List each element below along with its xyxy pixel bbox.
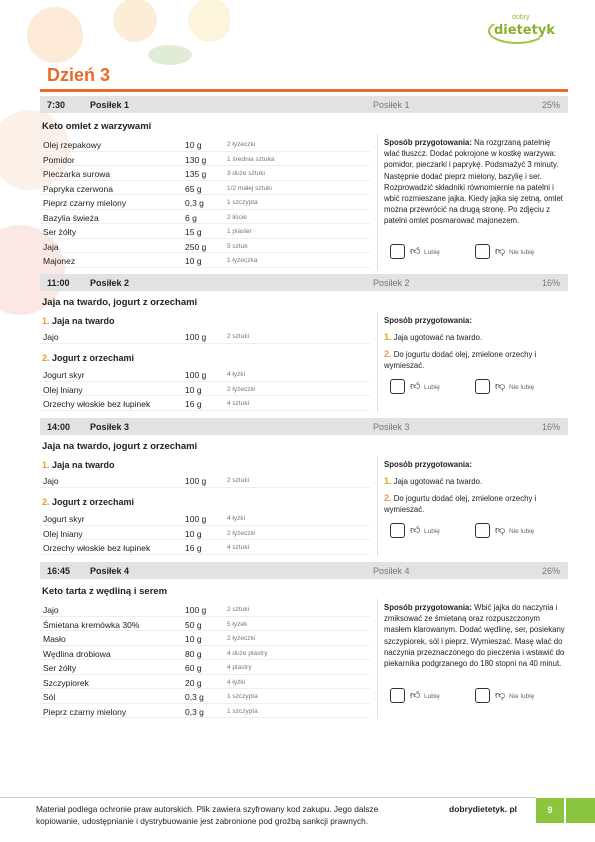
ingredient-row: [40, 602, 370, 617]
ingredient-quantity: 80 g: [185, 648, 202, 659]
ingredient-measure: 1 szczypta: [227, 693, 258, 700]
ingredient-measure: 4 łyżki: [227, 371, 246, 378]
site-url[interactable]: dobrydietetyk. pl: [449, 804, 518, 814]
ingredient-measure: 4 łyżki: [227, 678, 246, 686]
meal-header-4: [40, 562, 568, 579]
like-checkbox: [390, 688, 405, 703]
ingredient-quantity: 6 g: [185, 212, 197, 223]
ingredient-name: Orzechy włoskie bez łupinek: [43, 543, 151, 553]
preparation-step: 2. Do jogurtu dodać olej, zmielone orzechy i wymieszać.: [384, 349, 537, 370]
ingredient-row: [40, 704, 370, 719]
ingredient-measure: 5 sztuk: [227, 242, 248, 250]
ingredient-row: [40, 511, 370, 526]
ingredient-measure: 2 łyżeczki: [227, 635, 256, 642]
recipe-title: Jaja na twardo, jogurt z orzechami: [42, 297, 198, 308]
ingredient-name: Ser żółty: [43, 227, 77, 237]
ingredient-name: Śmietana kremówka 30%: [43, 619, 140, 630]
ingredient-row: [40, 689, 370, 704]
subrecipe-title: 2. Jogurt z orzechami: [42, 497, 135, 507]
meal-percent: 26%: [541, 566, 560, 576]
ingredient-name: Jogurt skyr: [43, 514, 85, 524]
ingredient-measure: 4 duże plastry: [227, 649, 268, 657]
ingredient-row: [40, 181, 370, 196]
like-checkbox: [390, 244, 405, 259]
like-control[interactable]: 👍︎ Lubię: [390, 244, 470, 260]
ingredient-measure: 1 szczypta: [227, 199, 258, 206]
ingredient-row: [40, 631, 370, 646]
ingredient-row: [40, 617, 370, 632]
ingredient-name: Jaja: [43, 241, 59, 252]
dislike-checkbox: [475, 379, 490, 394]
footer-accent-strip: [566, 798, 595, 823]
ingredient-name: Wędlina drobiowa: [43, 648, 111, 659]
ingredient-name: Pieprz czarny mielony: [43, 198, 127, 208]
ingredient-name: Bazylia świeża: [43, 212, 99, 223]
ingredient-name: Papryka czerwona: [43, 183, 113, 194]
ingredient-measure: 2 łyżeczki: [227, 141, 256, 148]
ingredient-name: Masło: [43, 634, 66, 644]
ingredient-measure: 4 plastry: [227, 664, 252, 671]
meal-name: Posiłek 4: [90, 566, 130, 576]
ingredient-name: Jajo: [43, 332, 59, 342]
ingredient-row: [40, 166, 370, 181]
ingredient-measure: 1 łyżeczka: [227, 257, 258, 264]
ingredient-measure: 2 łyżeczki: [227, 529, 256, 537]
dislike-control[interactable]: 👎︎ Nie lubię: [475, 688, 565, 704]
ingredient-quantity: 10 g: [185, 140, 202, 150]
column-divider: [377, 312, 378, 412]
ingredient-quantity: 15 g: [185, 227, 202, 237]
ingredient-name: Jogurt skyr: [43, 370, 85, 380]
page-number: 9: [536, 798, 564, 823]
footer-divider: [0, 797, 536, 798]
ingredient-measure: 2 łyżeczki: [227, 385, 256, 393]
meal-name: Posiłek 2: [90, 278, 130, 288]
ingredient-quantity: 10 g: [185, 528, 202, 539]
dislike-control[interactable]: 👎︎ Nie lubię: [475, 523, 565, 539]
ingredient-row: [40, 195, 370, 210]
preparation-text: Sposób przygotowania: Wbić jajka do naczynia i zmiksować ze śmietaną oraz rozpuszczonym masłem klarowanym. Dodać wędlinę, ser, posiekany szczypiorek, sól i pieprz. Wymieszać. Masę wlać do naczynia przeznaczonego do pieczenia i wstawić do piekarnika podgrzanego do 180 stopni na 40 minut.: [384, 603, 565, 669]
ingredient-quantity: 250 g: [185, 241, 207, 252]
ingredient-measure: 4 łyżki: [227, 515, 246, 522]
ingredient-measure: 1 średnia sztuka: [227, 155, 275, 163]
meal-time: 11:00: [47, 278, 70, 288]
thumbs-up-icon: 👍︎: [410, 381, 421, 392]
recipe-title: Keto tarta z wędliną i serem: [42, 586, 168, 597]
like-control[interactable]: 👍︎ Lubię: [390, 688, 470, 704]
ingredient-quantity: 60 g: [185, 663, 202, 673]
meal-ref: Posiłek 4: [373, 566, 410, 576]
meal-percent: 16%: [541, 422, 560, 432]
subrecipe-title: 2. Jogurt z orzechami: [42, 353, 135, 363]
ingredient-quantity: 65 g: [185, 183, 202, 194]
dislike-control[interactable]: 👎︎ Nie lubię: [475, 244, 565, 260]
ingredient-row: [40, 152, 370, 167]
column-divider: [377, 134, 378, 270]
subrecipe-title: 1. Jaja na twardo: [42, 316, 115, 326]
ingredient-quantity: 0,3 g: [185, 692, 204, 702]
day-title: Dzień 3: [47, 65, 111, 85]
meal-header-3: [40, 418, 568, 435]
ingredient-name: Szczypiorek: [43, 677, 89, 688]
thumbs-down-icon: 👎︎: [495, 690, 506, 701]
preparation-label: Sposób przygotowania:: [384, 316, 472, 325]
ingredient-measure: 2 sztuki: [227, 333, 250, 340]
ingredient-name: Olej rzepakowy: [43, 140, 102, 150]
meal-ref: Posiłek 3: [373, 422, 410, 432]
meal-time: 14:00: [47, 422, 71, 432]
brand-logo: [488, 14, 555, 48]
ingredient-row: [40, 367, 370, 382]
ingredient-row: [40, 239, 370, 254]
dislike-checkbox: [475, 688, 490, 703]
meal-header-2: [40, 274, 568, 291]
recipe-title: Jaja na twardo, jogurt z orzechami: [42, 441, 198, 452]
ingredient-quantity: 16 g: [185, 399, 202, 409]
thumbs-down-icon: 👎︎: [495, 381, 506, 392]
meal-name: Posiłek 3: [90, 422, 130, 432]
ingredient-quantity: 100 g: [185, 514, 207, 524]
ingredient-measure: 1 plaster: [227, 228, 252, 235]
ingredient-row: [40, 210, 370, 225]
ingredient-name: Olej lniany: [43, 528, 83, 539]
thumbs-up-icon: 👍︎: [410, 525, 421, 536]
ingredient-quantity: 100 g: [185, 332, 207, 342]
ingredient-row: [40, 329, 370, 344]
ingredient-row: [40, 137, 370, 152]
ingredient-name: Jajo: [43, 476, 59, 486]
ingredient-row: [40, 224, 370, 239]
meal-percent: 25%: [541, 100, 560, 110]
ingredient-name: Pieprz czarny mielony: [43, 706, 127, 717]
ingredient-row: [40, 473, 370, 488]
dislike-control[interactable]: 👎︎ Nie lubię: [475, 379, 565, 395]
meal-time: 7:30: [47, 100, 66, 110]
ingredient-quantity: 20 g: [185, 677, 202, 688]
ingredient-name: Ser żółty: [43, 663, 77, 673]
ingredient-quantity: 16 g: [185, 543, 202, 553]
meal-percent: 16%: [541, 278, 560, 288]
thumbs-up-icon: 👍︎: [410, 690, 421, 701]
ingredient-measure: 3 duże sztuki: [227, 170, 265, 177]
ingredient-quantity: 50 g: [185, 619, 202, 630]
preparation-step: 1. Jaja ugotować na twardo.: [384, 332, 483, 342]
subrecipe-title: 1. Jaja na twardo: [42, 460, 115, 470]
ingredient-measure: 2 sztuki: [227, 606, 250, 613]
ingredient-measure: 4 sztuki: [227, 544, 250, 551]
meal-time: 16:45: [47, 566, 71, 576]
ingredient-row: [40, 646, 370, 661]
ingredient-name: Pomidor: [43, 154, 75, 165]
ingredient-name: Sól: [43, 692, 56, 702]
ingredient-name: Pieczarka surowa: [43, 169, 111, 179]
dislike-checkbox: [475, 244, 490, 259]
ingredient-measure: 1 szczypta: [227, 707, 258, 715]
like-control[interactable]: 👍︎ Lubię: [390, 523, 470, 539]
preparation-text: Sposób przygotowania: Na rozgrzaną patelnię wlać tłuszcz. Dodać pokrojone w kostkę warzywa: pomidor, pieczarki i paprykę. Podsmażyć 3 minuty. Następnie dodać pieprz mielony, bazylię i ser. Rozprowadzić składniki równomiernie na patelni i wbić rozmieszane jajka. Kiedy jajka się zetną, omlet można przewrócić na drugą stronę. Po zdjęciu z patelni omlet posmarować majonezem.: [384, 138, 563, 226]
ingredient-quantity: 100 g: [185, 370, 207, 380]
day-title-underline: [40, 89, 568, 92]
ingredient-quantity: 0,3 g: [185, 706, 204, 717]
meal-ref: Posiłek 1: [373, 100, 410, 110]
column-divider: [377, 456, 378, 556]
like-checkbox: [390, 379, 405, 394]
ingredient-row: [40, 526, 370, 541]
ingredient-measure: 4 sztuki: [227, 400, 250, 407]
column-divider: [377, 599, 378, 719]
meal-ref: Posiłek 2: [373, 278, 410, 288]
thumbs-up-icon: 👍︎: [410, 246, 421, 257]
ingredient-row: [40, 253, 370, 268]
logo-name-text: dietetyk: [494, 23, 555, 38]
ingredient-name: Jajo: [43, 605, 59, 615]
meal-name: Posiłek 1: [90, 100, 130, 110]
ingredient-measure: 2 sztuki: [227, 477, 250, 484]
recipe-title: Keto omlet z warzywami: [42, 121, 152, 132]
ingredient-quantity: 100 g: [185, 605, 207, 615]
logo-top-text: dobry: [512, 14, 530, 21]
ingredient-quantity: 10 g: [185, 634, 202, 644]
ingredient-quantity: 135 g: [185, 169, 207, 179]
meal-header-1: [40, 96, 568, 113]
ingredient-row: [40, 675, 370, 690]
ingredient-row: [40, 540, 370, 555]
ingredient-measure: 1/2 małej sztuki: [227, 184, 272, 192]
ingredient-measure: 2 liście: [227, 213, 247, 221]
ingredient-row: [40, 382, 370, 397]
ingredient-measure: 5 łyżek: [227, 620, 248, 628]
ingredient-name: Olej lniany: [43, 384, 83, 395]
preparation-label: Sposób przygotowania:: [384, 460, 472, 469]
ingredient-quantity: 130 g: [185, 154, 207, 165]
ingredient-quantity: 0,3 g: [185, 198, 204, 208]
copyright-notice: Materiał podlega ochronie praw autorskich. Plik zawiera szyfrowany kod zakupu. Jego dalsze kopiowanie, udostępnianie i dystrybuowanie jest zabronione pod groźbą sankcji prawnych.: [36, 804, 379, 826]
ingredient-row: [40, 396, 370, 411]
ingredient-row: [40, 660, 370, 675]
ingredient-name: Orzechy włoskie bez łupinek: [43, 399, 151, 409]
like-checkbox: [390, 523, 405, 538]
like-control[interactable]: 👍︎ Lubię: [390, 379, 470, 395]
dislike-checkbox: [475, 523, 490, 538]
preparation-step: 1. Jaja ugotować na twardo.: [384, 476, 483, 486]
ingredient-name: Majonez: [43, 256, 76, 266]
thumbs-down-icon: 👎︎: [495, 246, 506, 257]
ingredient-quantity: 10 g: [185, 384, 202, 395]
preparation-step: 2. Do jogurtu dodać olej, zmielone orzechy i wymieszać.: [384, 493, 537, 514]
thumbs-down-icon: 👎︎: [495, 525, 506, 536]
ingredient-quantity: 10 g: [185, 256, 202, 266]
ingredient-quantity: 100 g: [185, 476, 207, 486]
